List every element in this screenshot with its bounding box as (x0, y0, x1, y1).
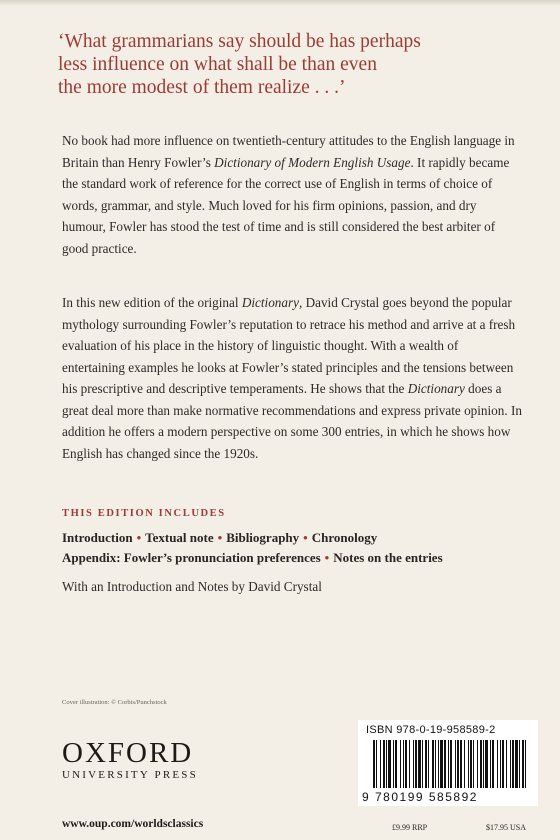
barcode-bar (500, 740, 501, 788)
barcode-bar (373, 740, 375, 788)
barcode-bar (400, 740, 401, 788)
price-us: $17.95 USA (486, 823, 527, 832)
barcode-bar (522, 740, 524, 788)
quote-line-2: less influence on what shall be than even (58, 54, 377, 75)
includes-item: Bibliography (226, 530, 300, 545)
barcode-bar (393, 740, 394, 788)
barcode-bars (373, 740, 531, 788)
barcode-bar (428, 740, 429, 788)
includes-item: Appendix: Fowler’s pronunciation preferences (62, 550, 321, 565)
price-uk: £9.99 RRP (392, 823, 428, 832)
publisher-name: OXFORD (62, 737, 194, 769)
barcode-bar (383, 740, 385, 788)
barcode-bar (435, 740, 436, 788)
description-paragraph-1 (62, 130, 522, 259)
barcode-bar (425, 740, 427, 788)
barcode-bar (525, 740, 526, 788)
barcode-bar (502, 740, 504, 788)
barcode-bar (386, 740, 387, 788)
publisher-logo (62, 738, 198, 781)
pull-quote (58, 30, 528, 99)
barcode-bar (468, 740, 469, 788)
bullet: • (217, 530, 223, 545)
barcode-bar (395, 740, 397, 788)
page-top-edge (0, 0, 560, 6)
barcode-bar (477, 740, 478, 788)
barcode-bar (403, 740, 404, 788)
barcode-bar (510, 740, 511, 788)
quote-line-3: the more modest of them realize . . .’ (58, 77, 346, 98)
includes-item: Textual note (145, 530, 214, 545)
bullet: • (303, 530, 308, 545)
barcode-bar (457, 740, 459, 788)
barcode-bar (413, 740, 414, 788)
barcode-bar (455, 740, 456, 788)
barcode-bar (422, 740, 423, 788)
includes-item: Notes on the entries (333, 550, 443, 565)
cover-illustration-credit: Cover illustration: © Corbis/Punchstock (62, 699, 167, 706)
ean-digits: 9 780199 585892 (362, 790, 478, 804)
bullet: • (324, 550, 330, 565)
barcode-bar (444, 740, 446, 788)
quote-line-1: ‘What grammarians say should be has perhaps (58, 31, 421, 52)
barcode-bar (490, 740, 491, 788)
barcode-bar (460, 740, 462, 788)
barcode-bar (515, 740, 518, 788)
barcode-bar (473, 740, 474, 788)
editor-credit: With an Introduction and Notes by David Crystal (62, 579, 322, 594)
barcode-bar (485, 740, 488, 788)
p1-text-a: No book had more influence on twentieth-century attitudes to the English language in Britain than Henry Fowler’s (62, 133, 515, 170)
p2-title-1: Dictionary (241, 295, 299, 310)
p1-text-b: . It rapidly became the standard work of reference for the correct use of English in terms of choice of words, grammar, and style. Much loved for his firm opinions, passion, and dry humour, Fowler has stood the test of time and is still considered the best arbiter of good practice. (62, 154, 510, 256)
barcode-bar (380, 740, 381, 788)
p2-text-c: does a great deal more than make normative recommendations and express private opinion. In addition he offers a modern perspective on some 300 entries, in which he shows how English has changed since the 1920s. (62, 381, 522, 461)
barcode-bar (483, 740, 484, 788)
barcode-bar (405, 740, 407, 788)
includes-line-2 (62, 550, 532, 566)
barcode-bar (464, 740, 465, 788)
barcode-bar (497, 740, 498, 788)
publisher-subtitle: UNIVERSITY PRESS (62, 769, 198, 781)
barcode-bar (512, 740, 514, 788)
barcode-bar (415, 740, 417, 788)
p2-text-b: , David Crystal goes beyond the popular mythology surrounding Fowler’s reputation to retrace his method and arrive at a fresh evaluation of his place in the history of linguistic thought. With a wealth of entertaining examples he looks at Fowler’s stated principles and the tensions between his prescriptive and descriptive temperaments. He shows that the (62, 295, 516, 396)
barcode-bar (492, 740, 494, 788)
bullet: • (136, 530, 142, 545)
barcode-bar (448, 740, 449, 788)
barcode-bar (506, 740, 507, 788)
barcode-bar (409, 740, 410, 788)
barcode-bar (440, 740, 443, 788)
barcode-bar (480, 740, 482, 788)
barcode-bar (418, 740, 421, 788)
publisher-url: www.oup.com/worldsclassics (62, 818, 204, 830)
description-paragraph-2 (62, 292, 522, 464)
includes-item: Introduction (62, 530, 133, 545)
barcode-bar (432, 740, 434, 788)
p1-book-title: Dictionary of Modern English Usage (214, 154, 411, 170)
barcode-bar (450, 740, 452, 788)
p2-title-2: Dictionary (407, 381, 465, 396)
isbn-text: ISBN 978-0-19-958589-2 (366, 724, 496, 736)
barcode-bar (438, 740, 439, 788)
barcode-bar (519, 740, 520, 788)
includes-heading: THIS EDITION INCLUDES (62, 508, 226, 519)
includes-line-1 (62, 530, 532, 546)
barcode-bar (376, 740, 377, 788)
includes-item: Chronology (311, 530, 378, 545)
barcode-bar (470, 740, 472, 788)
barcode-bar (388, 740, 391, 788)
p2-text-a: In this new edition of the original (62, 295, 242, 310)
